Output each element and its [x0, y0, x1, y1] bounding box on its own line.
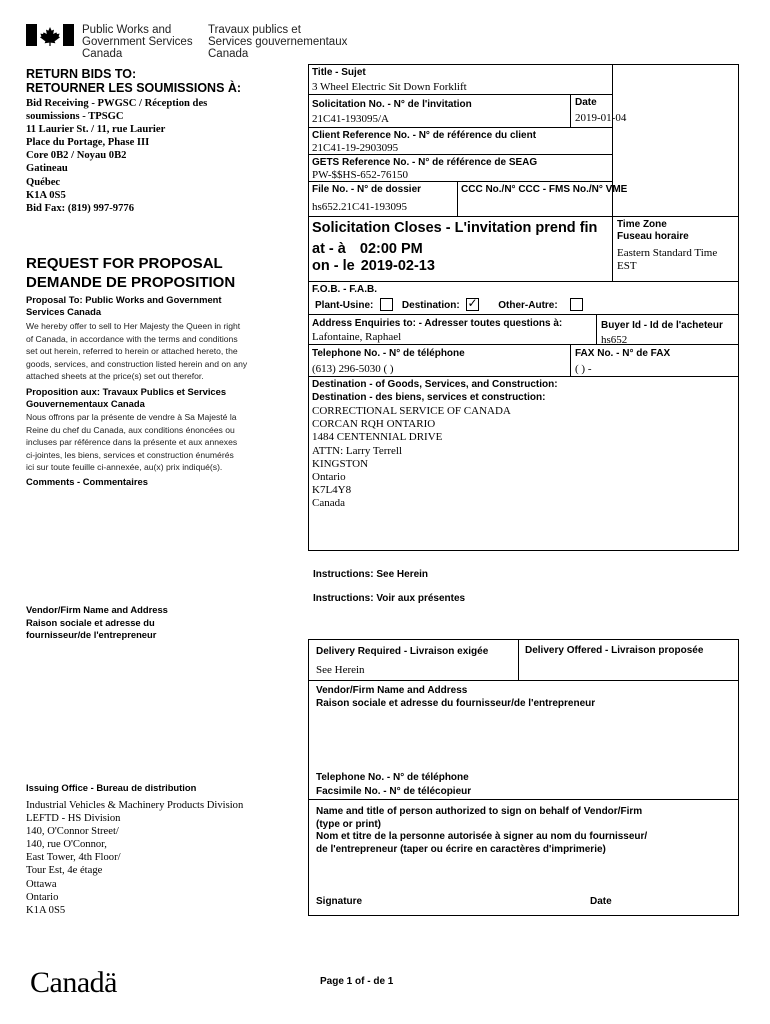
address-line: Québec: [26, 176, 61, 188]
proposal-to-line: Services Canada: [26, 305, 102, 317]
address-line: Core 0B2 / Noyau 0B2: [26, 150, 127, 162]
department-name-en: [82, 24, 193, 60]
issuing-office-address: [26, 799, 243, 917]
address-line: soumissions - TPSGC: [26, 111, 124, 123]
buyer-id-label: Buyer Id - Id de l'acheteur: [601, 320, 723, 331]
vendor-name-address-label: [316, 685, 595, 710]
title-value: 3 Wheel Electric Sit Down Forklift: [312, 81, 467, 93]
proposal-to-line: Proposal To: Public Works and Government: [26, 294, 222, 305]
destination-line: Ontario: [312, 471, 346, 484]
proposition-body: [26, 411, 237, 474]
destination-title: [312, 379, 558, 404]
address-line: Ottawa: [26, 878, 57, 890]
destination-title-line: Destination - of Goods, Services, and Construction:: [312, 379, 558, 390]
signature-date-label: Date: [590, 896, 612, 907]
file-number-value: hs652.21C41-193095: [312, 201, 408, 213]
dept-fr-line: Services gouvernementaux: [208, 36, 348, 48]
department-name-fr: [208, 24, 347, 60]
destination-label: Destination:: [401, 300, 460, 312]
solicitation-closes-title: Solicitation Closes - L'invitation prend fin: [312, 220, 598, 236]
fob-label: F.O.B. - F.A.B.: [312, 284, 377, 295]
return-bids-line: RETURN BIDS TO:: [26, 67, 137, 81]
phone-label: Telephone No. - N° de téléphone: [312, 348, 465, 359]
proposal-to-body: [26, 320, 247, 383]
address-line: Tour Est, 4e étage: [26, 865, 103, 877]
address-line: Bid Receiving - PWGSC / Réception des: [26, 98, 208, 109]
destination-title-line: Destination - des biens, services et construction:: [312, 391, 546, 403]
instructions-fr: Instructions: Voir aux présentes: [313, 593, 466, 604]
auth-label-line: Name and title of person authorized to sign on behalf of Vendor/Firm: [316, 806, 643, 817]
proposition-line: Gouvernementaux Canada: [26, 397, 145, 409]
address-line: Bid Fax: (819) 997-9776: [26, 202, 134, 214]
return-bids-title: [26, 67, 241, 95]
body-line: incluses par référence dans la présente et aux annexes: [26, 437, 238, 447]
body-line: of Canada, in accordance with the terms and conditions: [26, 333, 238, 344]
address-line: Gatineau: [26, 163, 68, 175]
dept-fr-line: Travaux publics et: [208, 24, 301, 36]
address-line: Industrial Vehicles & Machinery Products Division: [26, 800, 244, 811]
rfp-title-line: REQUEST FOR PROPOSAL: [26, 255, 223, 272]
file-number-label: File No. - N° de dossier: [312, 184, 422, 195]
body-line: goods, services, and construction listed herein and on any: [26, 358, 248, 369]
client-reference-label: Client Reference No. - N° de référence du client: [312, 130, 537, 141]
other-checkbox[interactable]: [570, 298, 583, 311]
body-line: We hereby offer to sell to Her Majesty the Queen in right: [26, 321, 241, 331]
enquiries-value: Lafontaine, Raphael: [312, 331, 402, 343]
plant-checkbox[interactable]: [380, 298, 393, 311]
fob-options: [315, 296, 583, 312]
date-value: 2019-01-04: [575, 112, 627, 124]
closing-date: [312, 258, 435, 275]
vendor-title-line: Vendor/Firm Name and Address: [26, 604, 168, 615]
gets-reference-value: PW-$$HS-652-76150: [312, 169, 408, 181]
dept-fr-line: Canada: [208, 48, 249, 60]
delivery-offered-label: Delivery Offered - Livraison proposée: [525, 645, 704, 656]
vendor-label-line: Vendor/Firm Name and Address: [316, 685, 468, 696]
solicitation-number-label: Solicitation No. - N° de l'invitation: [312, 99, 472, 110]
address-line: East Tower, 4th Floor/: [26, 852, 121, 864]
destination-line: Canada: [312, 497, 345, 510]
instructions-en: Instructions: See Herein: [313, 569, 429, 580]
vendor-telephone-label: Telephone No. - N° de téléphone: [316, 772, 469, 783]
tz-value-line: Eastern Standard Time: [617, 247, 718, 259]
gets-reference-label: GETS Reference No. - N° de référence de SEAG: [312, 157, 538, 168]
comments-label: Comments - Commentaires: [26, 476, 148, 487]
destination-line: KINGSTON: [312, 457, 369, 470]
body-line: ci-jointes, les biens, services et construction énumérés: [26, 449, 234, 460]
body-line: set out herein, referred to herein or attached hereto, the: [26, 346, 238, 356]
issuing-office-title: Issuing Office - Bureau de distribution: [26, 782, 197, 793]
vendor-name-address-field[interactable]: [316, 712, 731, 768]
auth-label-line: de l'entrepreneur (taper ou écrire en caractères d'imprimerie): [316, 843, 606, 855]
other-label: Other-Autre:: [498, 300, 558, 312]
destination-line: 1484 CENTENNIAL DRIVE: [312, 431, 443, 444]
rfp-title-line: DEMANDE DE PROPOSITION: [26, 274, 236, 291]
dept-en-line: Public Works and: [82, 24, 172, 36]
vendor-title-line: Raison sociale et adresse du: [26, 616, 155, 628]
address-line: LEFTD - HS Division: [26, 813, 121, 825]
proposition-title: [26, 386, 226, 409]
address-line: K1A 0S5: [26, 189, 66, 201]
destination-line: CORRECTIONAL SERVICE OF CANADA: [312, 405, 511, 417]
page-number: Page 1 of - de 1: [320, 976, 394, 987]
address-line: Ontario: [26, 891, 59, 903]
vendor-facsimile-label: Facsimile No. - N° de télécopieur: [316, 786, 472, 797]
canada-wordmark: Canadä: [30, 966, 117, 999]
time-zone-label: [617, 219, 689, 243]
closing-time: [312, 241, 423, 258]
destination-checkbox[interactable]: [466, 298, 479, 311]
return-bids-line: RETOURNER LES SOUMISSIONS À:: [26, 81, 242, 95]
fax-label: FAX No. - N° de FAX: [575, 348, 671, 359]
vendor-title-line: fournisseur/de l'entrepreneur: [26, 629, 157, 640]
destination-line: K7L4Y8: [312, 484, 352, 497]
buyer-id-value: hs652: [601, 334, 628, 346]
dept-en-line: Government Services: [82, 36, 193, 48]
body-line: ici sur toute feuille ci-annexée, au(x) prix indiqué(s).: [26, 462, 223, 472]
vendor-label-line: Raison sociale et adresse du fournisseur/de l'entrepreneur: [316, 697, 596, 709]
at-value: 02:00 PM: [359, 241, 423, 257]
body-line: Reine du chef du Canada, aux conditions énoncées ou: [26, 424, 235, 435]
auth-label-line: Nom et titre de la personne autorisée à signer au nom du fournisseur/: [316, 831, 648, 843]
time-zone-value: [617, 247, 717, 273]
tz-value-line: EST: [617, 260, 637, 272]
proposal-to-title: [26, 294, 222, 317]
fax-value: ( ) -: [575, 363, 592, 375]
authorized-person-label: [316, 806, 647, 856]
dept-en-line: Canada: [82, 48, 123, 60]
body-line: attached sheets at the price(s) set out therefor.: [26, 371, 204, 381]
on-value: 2019-02-13: [360, 258, 435, 274]
title-label: Title - Sujet: [312, 67, 366, 78]
address-line: 11 Laurier St. / 11, rue Laurier: [26, 124, 166, 136]
return-address: [26, 97, 207, 215]
signature-label: Signature: [316, 896, 363, 907]
delivery-required-label: Delivery Required - Livraison exigée: [316, 646, 489, 657]
date-label: Date: [575, 97, 597, 108]
delivery-required-value: See Herein: [316, 664, 365, 676]
vendor-title-left: [26, 604, 168, 642]
client-reference-value: 21C41-19-2903095: [312, 142, 399, 154]
phone-value: (613) 296-5030 ( ): [312, 363, 394, 375]
plant-label: Plant-Usine:: [315, 300, 374, 312]
destination-line: ATTN: Larry Terrell: [312, 444, 403, 457]
tz-label-line: Time Zone: [617, 219, 667, 230]
address-line: 140, rue O'Connor,: [26, 839, 107, 851]
destination-line: CORCAN RQH ONTARIO: [312, 418, 436, 431]
authorized-person-field[interactable]: [316, 860, 731, 890]
address-line: 140, O'Connor Street/: [26, 826, 119, 838]
on-label: on - le: [312, 258, 355, 274]
auth-label-line: (type or print): [316, 818, 381, 830]
tz-label-line: Fuseau horaire: [617, 231, 689, 242]
address-line: K1A 0S5: [26, 904, 66, 916]
address-line: Place du Portage, Phase III: [26, 137, 150, 149]
solicitation-number-value: 21C41-193095/A: [312, 113, 389, 125]
ccc-number-label: CCC No./N° CCC - FMS No./N° VME: [461, 184, 628, 195]
proposition-line: Proposition aux: Travaux Publics et Services: [26, 386, 227, 397]
at-label: at - à: [312, 241, 346, 257]
body-line: Nous offrons par la présente de vendre à Sa Majesté la: [26, 412, 237, 422]
rfp-title: [26, 254, 235, 292]
destination-address: [312, 405, 511, 511]
checkmark-icon: ✓: [467, 296, 478, 310]
enquiries-label: Address Enquiries to: - Adresser toutes questions à:: [312, 318, 563, 329]
canada-flag-logo: [26, 24, 74, 46]
